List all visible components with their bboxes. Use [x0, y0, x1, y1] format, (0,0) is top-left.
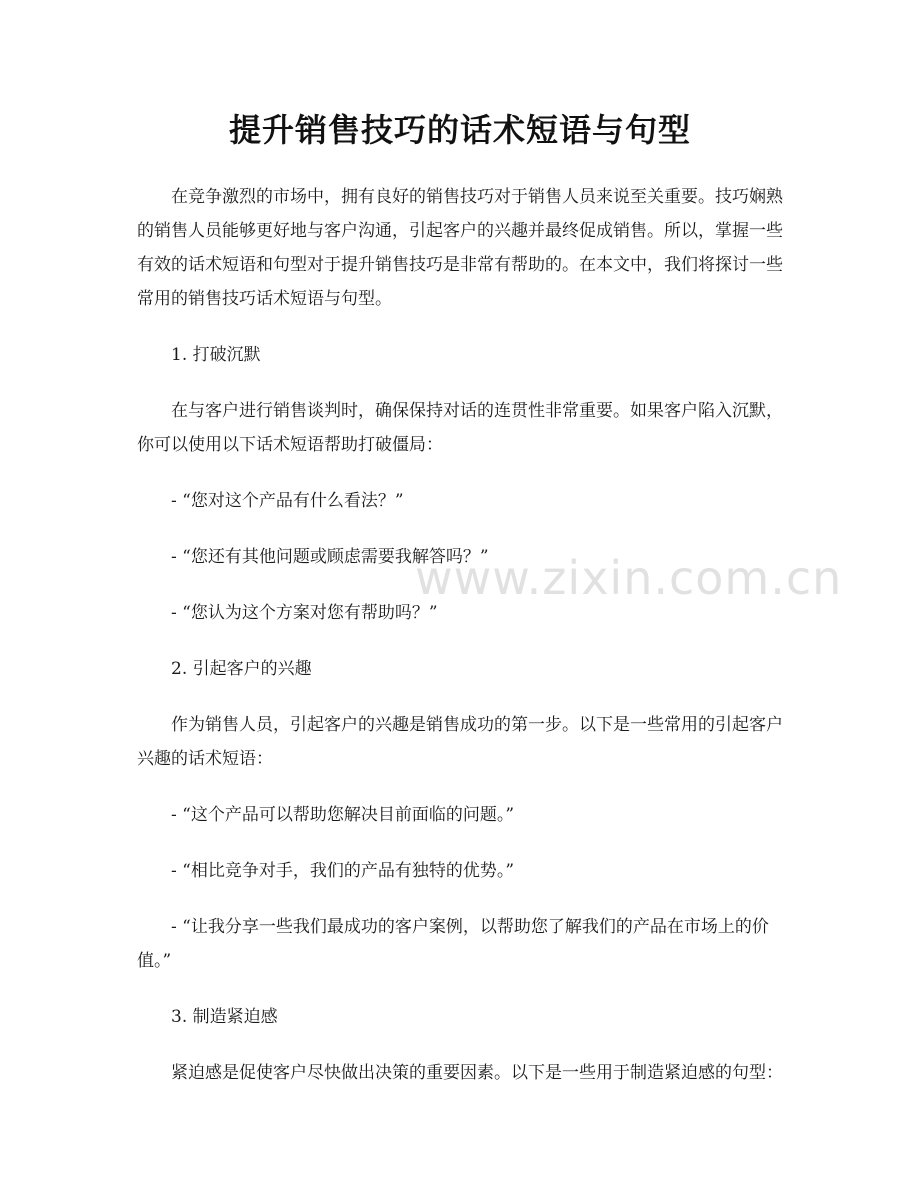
list-item: - “相比竞争对手，我们的产品有独特的优势。”: [171, 861, 515, 881]
section-paragraph: 作为销售人员，引起客户的兴趣是销售成功的第一步。以下是一些常用的引起客户兴趣的话术短语：: [137, 715, 783, 769]
section-heading: 1. 打破沉默: [171, 345, 261, 365]
watermark: www.zixin.com.cn: [415, 551, 843, 605]
section-paragraph: 紧迫感是促使客户尽快做出决策的重要因素。以下是一些用于制造紧迫感的句型：: [171, 1063, 783, 1083]
list-item: - “您对这个产品有什么看法？”: [171, 491, 404, 511]
section-heading: 3. 制造紧迫感: [171, 1007, 278, 1027]
section-paragraph: 在与客户进行销售谈判时，确保保持对话的连贯性非常重要。如果客户陷入沉默，你可以使用以下话术短语帮助打破僵局：: [137, 401, 783, 455]
document-body: [137, 180, 783, 1112]
list-item: - “让我分享一些我们最成功的客户案例，以帮助您了解我们的产品在市场上的价值。”: [137, 917, 769, 971]
list-item: - “您还有其他问题或顾虑需要我解答吗？”: [171, 547, 489, 567]
list-item: - “您认为这个方案对您有帮助吗？”: [171, 603, 438, 623]
list-item: - “这个产品可以帮助您解决目前面临的问题。”: [171, 805, 515, 825]
document-title: 提升销售技巧的话术短语与句型: [228, 111, 691, 149]
section-heading: 2. 引起客户的兴趣: [171, 659, 312, 679]
intro-paragraph: 在竞争激烈的市场中，拥有良好的销售技巧对于销售人员来说至关重要。技巧娴熟的销售人员能够更好地与客户沟通，引起客户的兴趣并最终促成销售。所以，掌握一些有效的话术短语和句型对于提升销售技巧是非常有帮助的。在本文中，我们将探讨一些常用的销售技巧话术短语与句型。: [137, 187, 783, 309]
